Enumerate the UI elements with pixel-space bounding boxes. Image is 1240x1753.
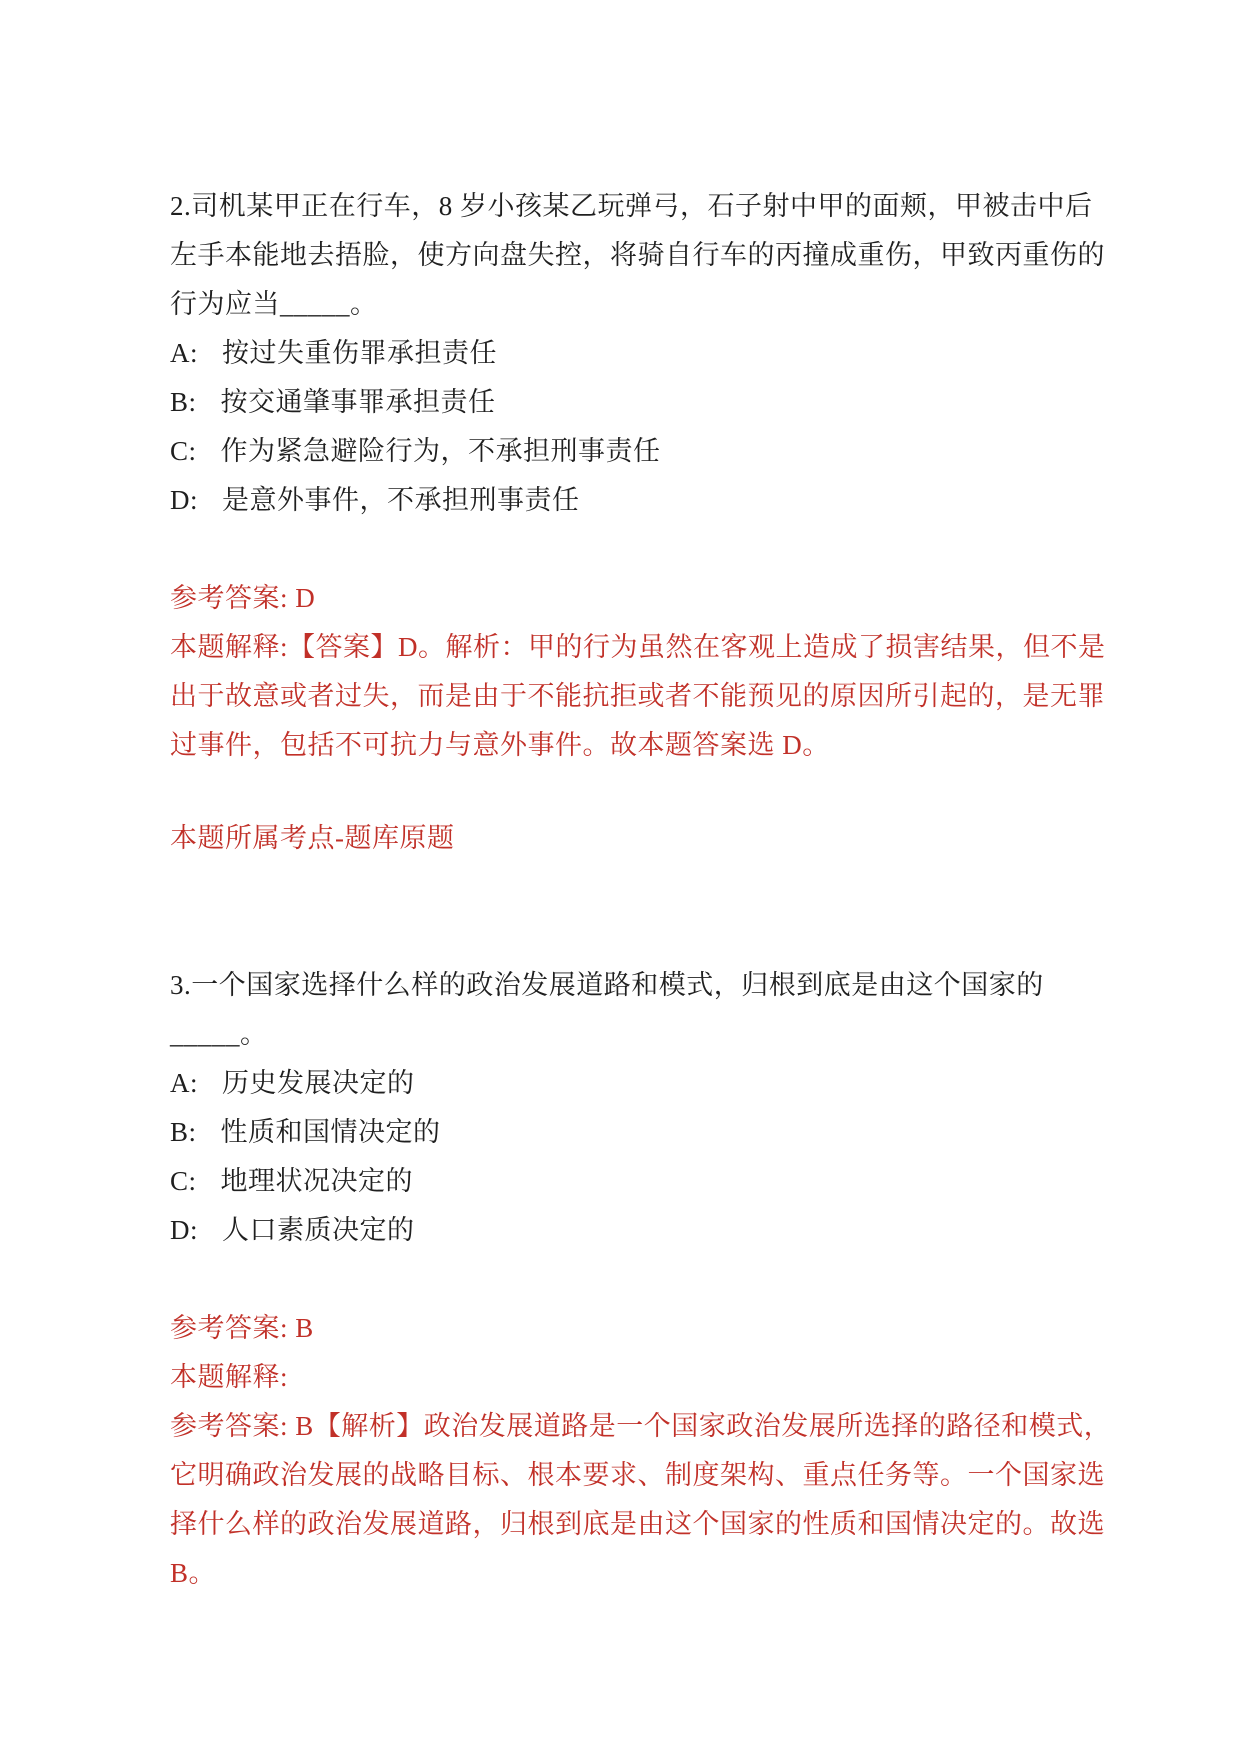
option-item-c <box>170 1157 1068 1206</box>
option-text: 人口素质决定的 <box>222 1215 415 1245</box>
question-stem-line: 左手本能地去捂脸，使方向盘失控，将骑自行车的丙撞成重伤，甲致丙重伤的 <box>170 240 1105 270</box>
question-2-options <box>170 329 1068 525</box>
explanation-line: B。 <box>170 1558 217 1588</box>
explanation-heading: 本题解释: <box>170 1362 289 1392</box>
option-label: D: <box>170 1215 198 1245</box>
question-3-stem <box>170 961 1068 1059</box>
option-text: 性质和国情决定的 <box>220 1117 441 1147</box>
question-2 <box>170 182 1106 863</box>
option-label: C: <box>170 1166 197 1196</box>
reference-answer: 参考答案: B <box>170 1313 314 1343</box>
option-item-c <box>170 427 1068 476</box>
option-item-d <box>170 476 1068 525</box>
option-label: A: <box>170 338 198 368</box>
option-text: 作为紧急避险行为，不承担刑事责任 <box>220 436 661 466</box>
question-3 <box>170 961 1112 1598</box>
question-stem-line: 2.司机某甲正在行车，8 岁小孩某乙玩弹弓，石子射中甲的面颊，甲被击中后 <box>170 191 1093 221</box>
option-item-a <box>170 329 1068 378</box>
explanation-line: 它明确政治发展的战略目标、根本要求、制度架构、重点任务等。一个国家选 <box>170 1460 1105 1490</box>
explanation-line: 参考答案: B【解析】政治发展道路是一个国家政治发展所选择的路径和模式， <box>170 1411 1112 1441</box>
option-label: D: <box>170 485 198 515</box>
question-3-options <box>170 1059 1068 1255</box>
option-text: 按交通肇事罪承担责任 <box>220 387 496 417</box>
option-label: C: <box>170 436 197 466</box>
option-text: 地理状况决定的 <box>220 1166 414 1196</box>
option-text: 历史发展决定的 <box>222 1068 415 1098</box>
reference-answer: 参考答案: D <box>170 583 316 613</box>
question-stem-line: _____。 <box>170 1019 268 1049</box>
question-stem-line: 3.一个国家选择什么样的政治发展道路和模式，归根到底是由这个国家的 <box>170 970 1044 1000</box>
question-2-stem <box>170 182 1105 329</box>
option-label: A: <box>170 1068 198 1098</box>
question-2-explanation <box>170 623 1106 770</box>
option-item-a <box>170 1059 1068 1108</box>
option-item-d <box>170 1206 1068 1255</box>
option-text: 是意外事件，不承担刑事责任 <box>222 485 580 515</box>
explanation-line: 本题解释:【答案】D。解析：甲的行为虽然在客观上造成了损害结果，但不是 <box>170 632 1106 662</box>
explanation-line: 出于故意或者过失，而是由于不能抗拒或者不能预见的原因所引起的，是无罪 <box>170 681 1105 711</box>
explanation-line: 择什么样的政治发展道路，归根到底是由这个国家的性质和国情决定的。故选 <box>170 1509 1105 1539</box>
option-item-b <box>170 378 1068 427</box>
question-3-explanation <box>170 1402 1112 1598</box>
option-text: 按过失重伤罪承担责任 <box>222 338 497 368</box>
category-note: 本题所属考点-题库原题 <box>170 823 455 853</box>
option-label: B: <box>170 387 197 417</box>
question-stem-line: 行为应当_____。 <box>170 289 378 319</box>
option-item-b <box>170 1108 1068 1157</box>
option-label: B: <box>170 1117 197 1147</box>
explanation-line: 过事件，包括不可抗力与意外事件。故本题答案选 D。 <box>170 730 830 760</box>
